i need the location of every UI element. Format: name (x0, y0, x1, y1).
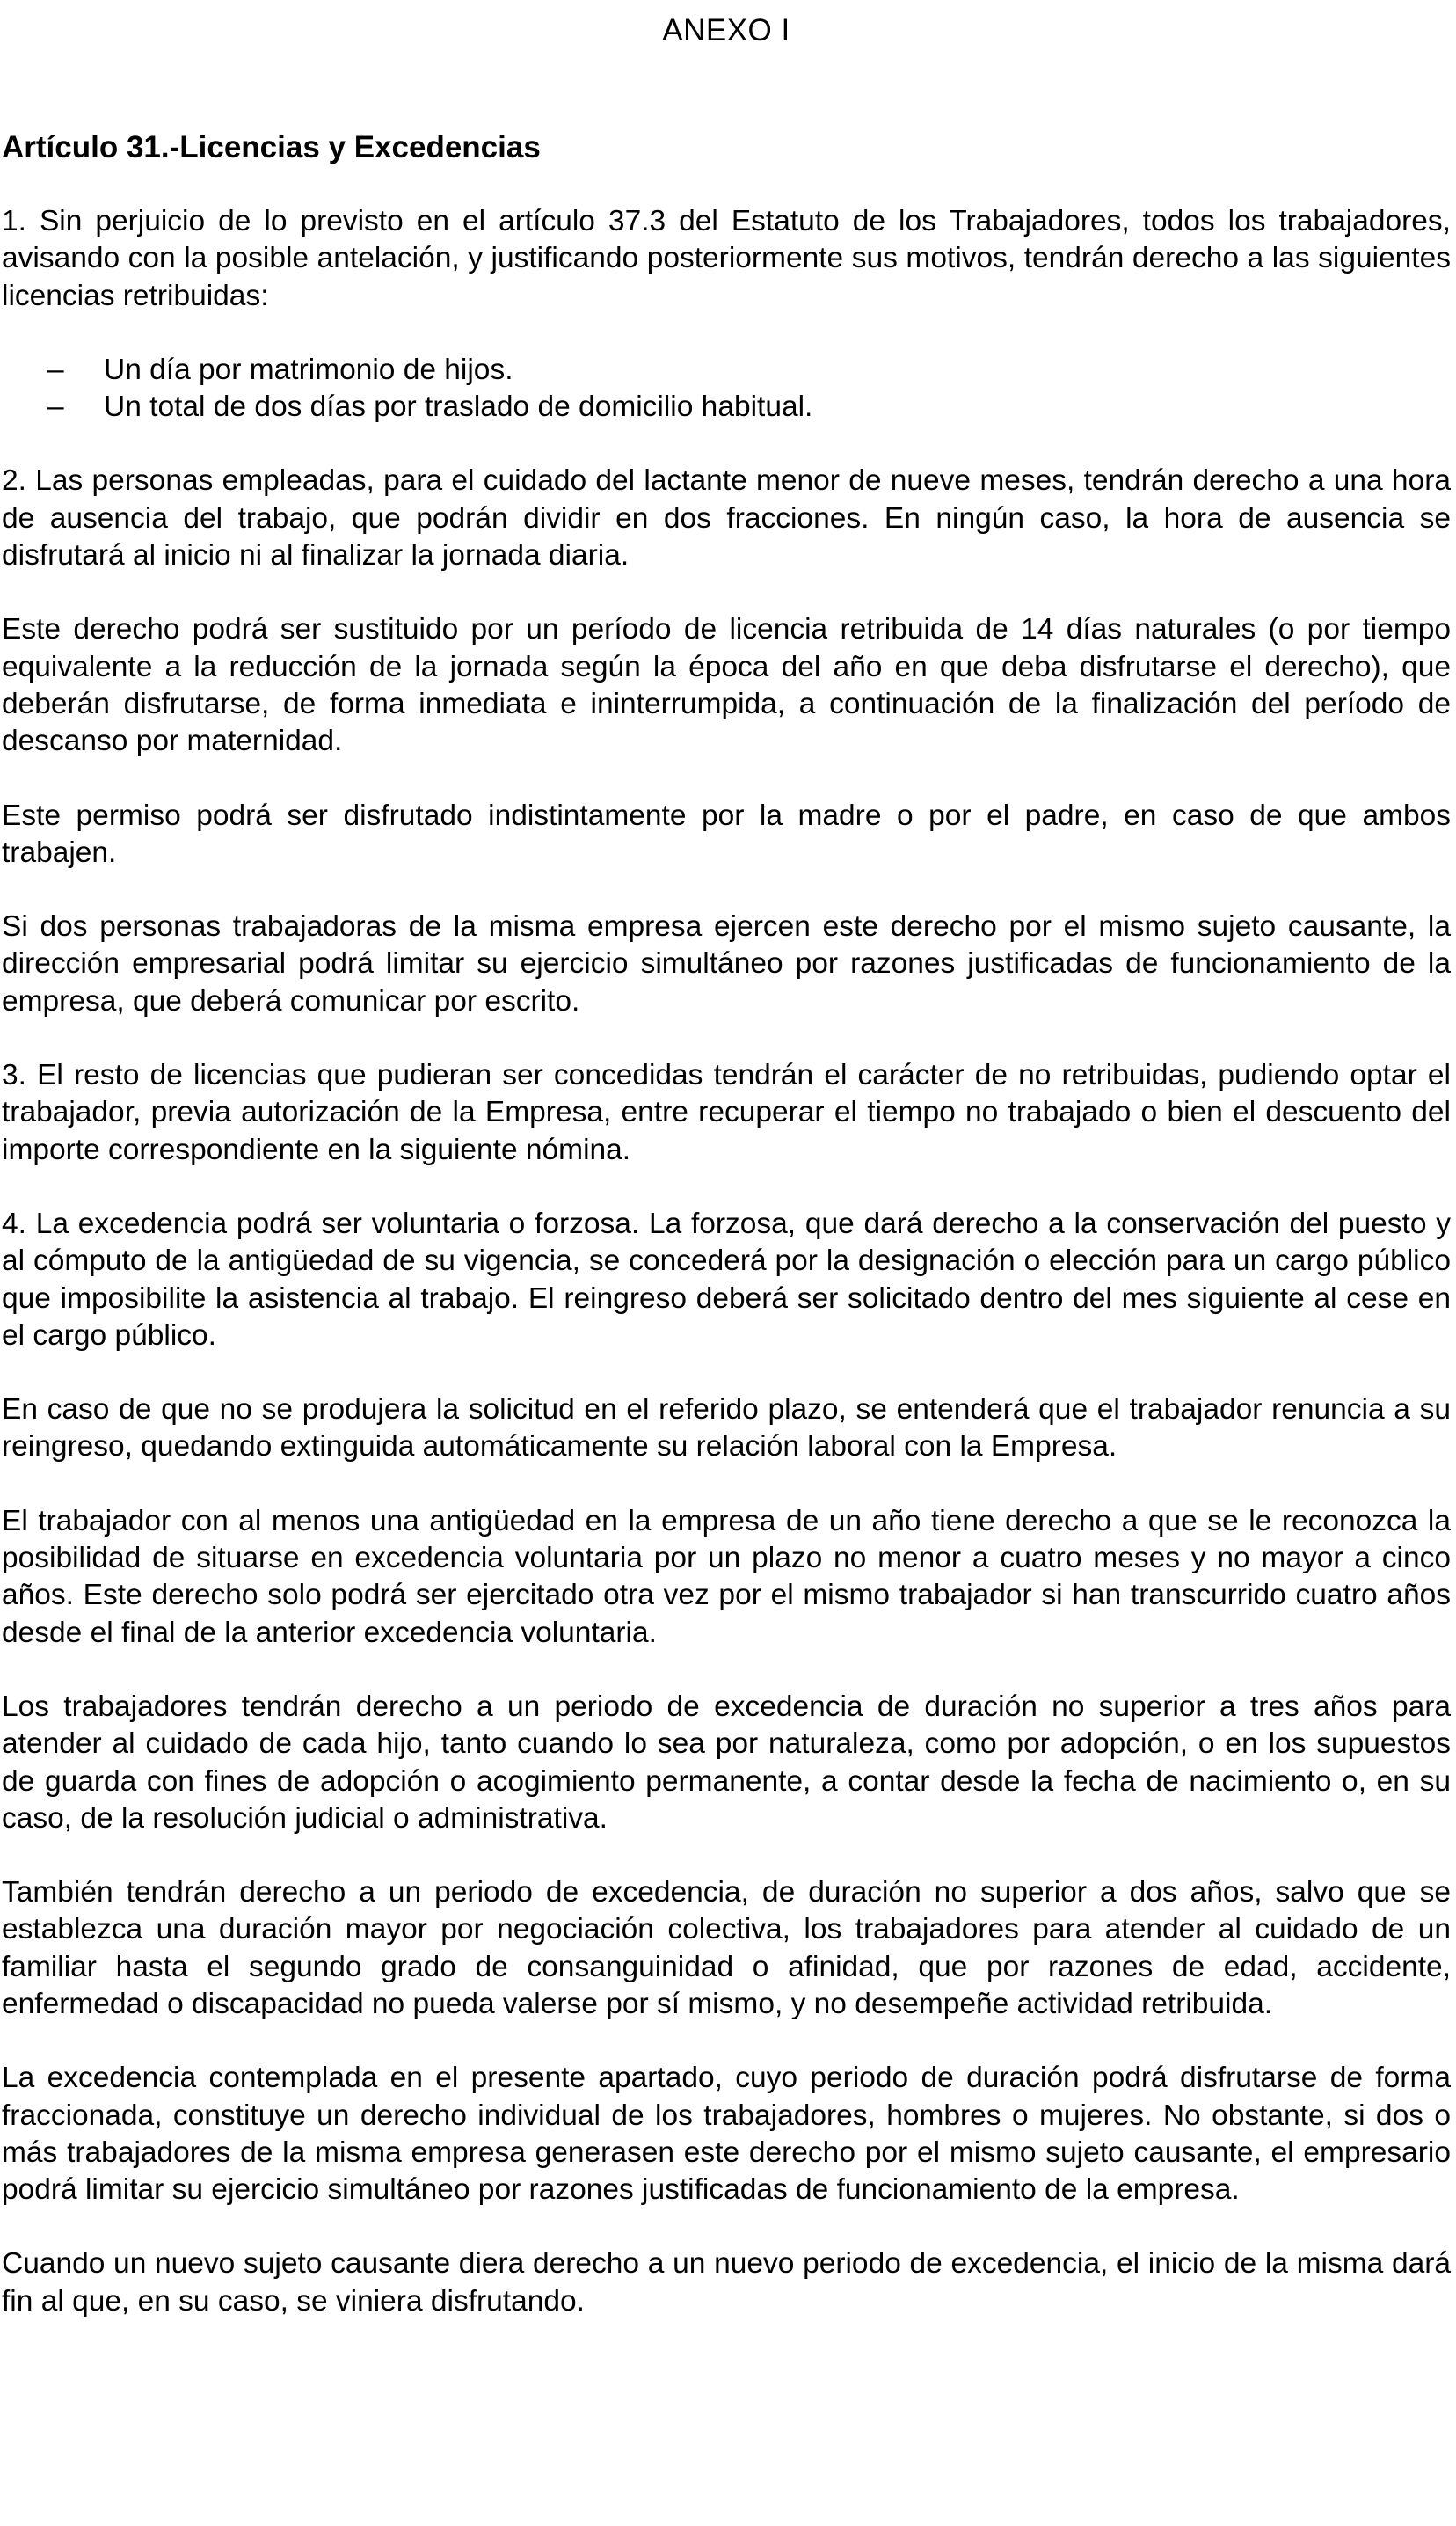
paragraph-fractioned-excedencia: La excedencia contemplada en el presente apartado, cuyo periodo de duración podrá disfrutarse de forma fraccionada, constituye un derecho individual de los trabajadores, hombres o mujeres. No obstante, si dos o más trabajadores de la misma empresa generasen este derecho por el mismo sujeto causante, el empresario podrá limitar su ejercicio simultáneo por razones justificadas de funcionamiento de la empresa. (2, 2062, 1451, 2207)
list-item-text: Un total de dos días por traslado de domicilio habitual. (104, 391, 813, 424)
paragraph-voluntary-excedencia: El trabajador con al menos una antigüedad en la empresa de un año tiene derecho a que se le reconozca la posibilidad de situarse en excedencia voluntaria por un plazo no menor a cuatro meses y no mayor a cinco años. Este derecho solo podrá ser ejercitado otra vez por el mismo trabajador si han transcurrido cuatro años desde el final de la anterior excedencia voluntaria. (2, 1504, 1451, 1649)
annex-title: ANEXO I (662, 13, 790, 47)
dash-bullet: – (47, 353, 64, 386)
paragraph-intro: 1. Sin perjuicio de lo previsto en el artículo 37.3 del Estatuto de los Trabajadores, todos los trabajadores, avisando con la posible antelación, y justificando posteriormente sus motivos, tendrán derecho a las siguientes licencias retribuidas: (2, 205, 1451, 312)
article-title: Artículo 31.-Licencias y Excedencias (2, 130, 541, 164)
paragraph-reingreso: En caso de que no se produjera la solicitud en el referido plazo, se entenderá que el trabajador renuncia a su reingreso, quedando extinguida automáticamente su relación laboral con la Empresa. (2, 1393, 1451, 1464)
paragraph-unpaid-leave: 3. El resto de licencias que pudieran ser concedidas tendrán el carácter de no retribuidas, pudiendo optar el trabajador, previa autorización de la Empresa, entre recuperar el tiempo no trabajado o bien el descuento del importe correspondiente en la siguiente nómina. (2, 1059, 1451, 1166)
paragraph-family-care-excedencia: También tendrán derecho a un periodo de excedencia, de duración no superior a dos años, salvo que se establezca una duración mayor por negociación colectiva, los trabajadores para atender al cuidado de un familiar hasta el segundo grado de consanguinidad o afinidad, que por razones de edad, accidente, enfermedad o discapacidad no pueda valerse por sí mismo, y no desempeñe actividad retribuida. (2, 1876, 1451, 2020)
paragraph-excedencia-types: 4. La excedencia podrá ser voluntaria o forzosa. La forzosa, que dará derecho a la conservación del puesto y al cómputo de la antigüedad de su vigencia, se concederá por la designación o elección para un cargo público que imposibilite la asistencia al trabajo. El reingreso deberá ser solicitado dentro del mes siguiente al cese en el cargo público. (2, 1207, 1451, 1352)
list-item-text: Un día por matrimonio de hijos. (104, 353, 513, 386)
paragraph-nursing-leave: 2. Las personas empleadas, para el cuidado del lactante menor de nueve meses, tendrán derecho a una hora de ausencia del trabajo, que podrán dividir en dos fracciones. En ningún caso, la hora de ausencia se disfrutará al inicio ni al finalizar la jornada diaria. (2, 464, 1451, 573)
paragraph-leave-substitution: Este derecho podrá ser sustituido por un período de licencia retribuida de 14 días naturales (o por tiempo equivalente a la reducción de la jornada según la época del año en que deba disfrutarse el derecho), que deberán disfrutarse, de forma inmediata e ininterrumpida, a continuación de la finalización del período de descanso por maternidad. (2, 613, 1451, 758)
paragraph-child-care-excedencia: Los trabajadores tendrán derecho a un periodo de excedencia de duración no superior a tres años para atender al cuidado de cada hijo, tanto cuando lo sea por naturaleza, como por adopción, o en los supuestos de guarda con fines de adopción o acogimiento permanente, a contar desde la fecha de nacimiento o, en su caso, de la resolución judicial o administrativa. (2, 1690, 1451, 1835)
dash-bullet: – (47, 391, 64, 424)
paragraph-same-company: Si dos personas trabajadoras de la misma empresa ejercen este derecho por el mismo sujeto causante, la dirección empresarial podrá limitar su ejercicio simultáneo por razones justificadas de funcionamiento de la empresa, que deberá comunicar por escrito. (2, 910, 1451, 1018)
paragraph-parents: Este permiso podrá ser disfrutado indistintamente por la madre o por el padre, en caso de que ambos trabajen. (2, 799, 1451, 869)
paragraph-new-subject: Cuando un nuevo sujeto causante diera derecho a un nuevo periodo de excedencia, el inicio de la misma dará fin al que, en su caso, se viniera disfrutando. (2, 2247, 1451, 2318)
list-item (2, 352, 1451, 389)
paid-leave-list (2, 352, 1451, 427)
list-item (2, 389, 1451, 426)
